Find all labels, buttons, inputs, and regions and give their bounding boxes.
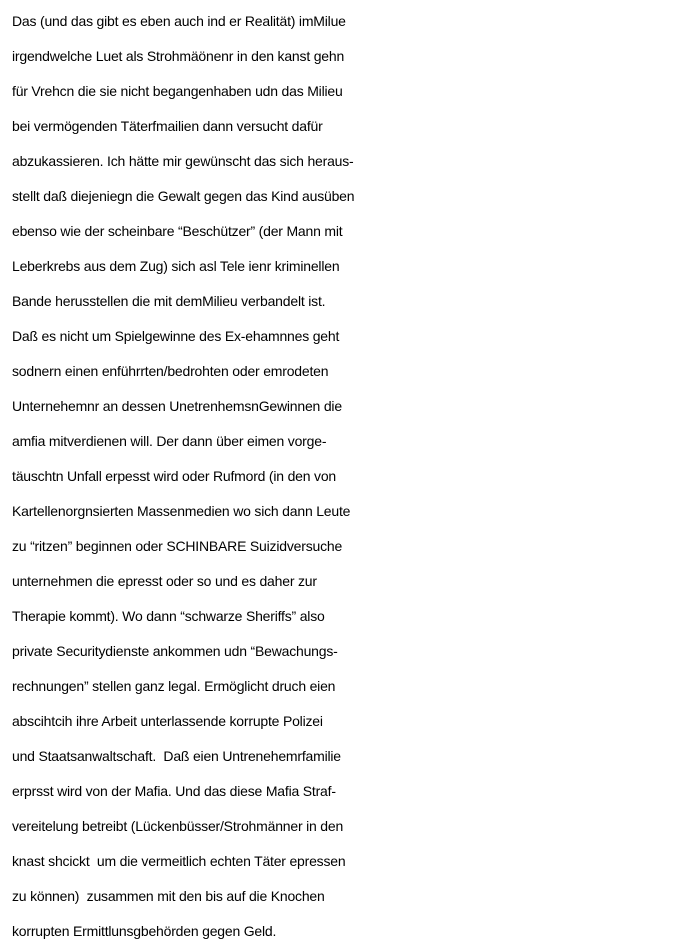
text-line: für Vrehcn die sie nicht begangenhaben udn das Milieu — [12, 83, 343, 99]
text-line: täuschtn Unfall erpesst wird oder Rufmord (in den von — [12, 468, 337, 484]
body-text — [12, 4, 680, 949]
text-line: Das (und das gibt es eben auch ind er Realität) imMilue — [12, 13, 346, 29]
text-line: vereitelung betreibt (Lückenbüsser/Strohmänner in den — [12, 818, 344, 834]
text-line: Kartellenorgnsierten Massenmedien wo sich dann Leute — [12, 503, 351, 519]
text-line: stellt daß diejeniegn die Gewalt gegen das Kind ausüben — [12, 188, 355, 204]
text-line: irgendwelche Luet als Strohmäönenr in den kanst gehn — [12, 48, 345, 64]
text-line: und Staatsanwaltschaft. Daß eien Untrenehemrfamilie — [12, 748, 341, 764]
text-line: Therapie kommt). Wo dann “schwarze Sheriffs” also — [12, 608, 325, 624]
text-line: ebenso wie der scheinbare “Beschützer” (der Mann mit — [12, 223, 343, 239]
text-line: Leberkrebs aus dem Zug) sich asl Tele ienr kriminellen — [12, 258, 340, 274]
text-line: korrupten Ermittlunsgbehörden gegen Geld. — [12, 923, 277, 939]
text-line: Daß es nicht um Spielgewinne des Ex-ehamnnes geht — [12, 328, 340, 344]
text-line: bei vermögenden Täterfmailien dann versucht dafür — [12, 118, 323, 134]
text-line: erprsst wird von der Mafia. Und das diese Mafia Straf- — [12, 783, 336, 799]
text-line: Unternehemnr an dessen UnetrenhemsnGewinnen die — [12, 398, 342, 414]
text-line: sodnern einen enführrten/bedrohten oder emrodeten — [12, 363, 329, 379]
text-line: rechnungen” stellen ganz legal. Ermöglicht druch eien — [12, 678, 336, 694]
text-line: abzukassieren. Ich hätte mir gewünscht das sich heraus- — [12, 153, 354, 169]
text-line: Bande herusstellen die mit demMilieu verbandelt ist. — [12, 293, 326, 309]
text-line: abscihtcih ihre Arbeit unterlassende korrupte Polizei — [12, 713, 323, 729]
text-line: unternehmen die epresst oder so und es daher zur — [12, 573, 317, 589]
text-line: amfia mitverdienen will. Der dann über eimen vorge- — [12, 433, 327, 449]
text-line: knast shcickt um die vermeitlich echten Täter epressen — [12, 853, 346, 869]
text-line: zu “ritzen” beginnen oder SCHINBARE Suizidversuche — [12, 538, 343, 554]
text-line: private Securitydienste ankommen udn “Bewachungs- — [12, 643, 338, 659]
text-line: zu können) zusammen mit den bis auf die Knochen — [12, 888, 325, 904]
